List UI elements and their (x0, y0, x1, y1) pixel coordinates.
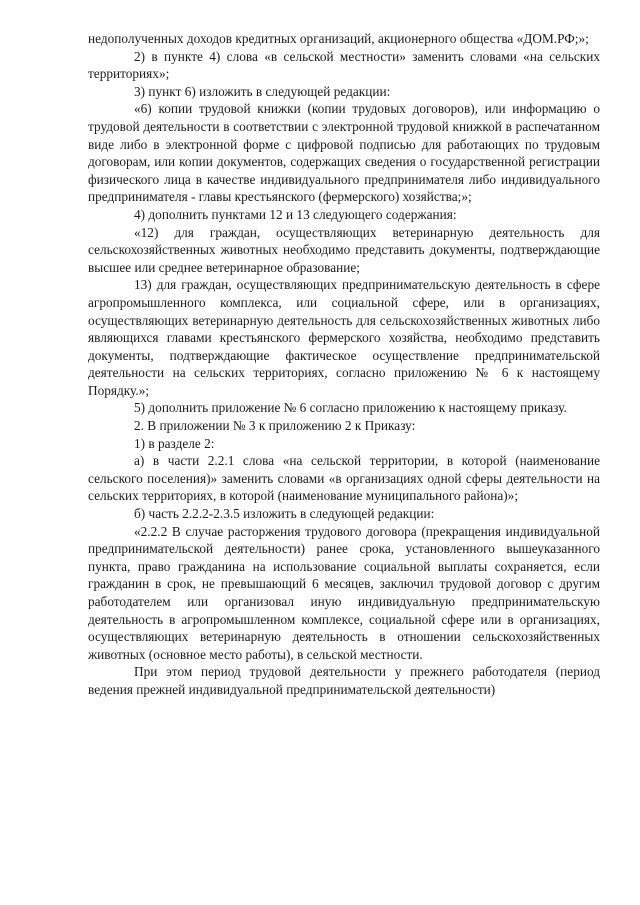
paragraph: «12) для граждан, осуществляющих ветеринарную деятельность для сельскохозяйственных животных необходимо представить документы, подтверждающие высшее или среднее ветеринарное образование; (88, 224, 600, 275)
paragraph: 5) дополнить приложение № 6 согласно приложению к настоящему приказу. (134, 400, 567, 416)
document-body (88, 30, 600, 699)
paragraph: б) часть 2.2.2-2.3.5 изложить в следующей редакции: (134, 506, 435, 522)
paragraph: 4) дополнить пунктами 12 и 13 следующего содержания: (134, 206, 457, 222)
paragraph: 3) пункт 6) изложить в следующей редакции: (134, 83, 391, 99)
paragraph: 13) для граждан, осуществляющих предпринимательскую деятельность в сфере агропромышленного комплекса, или социальной сфере, или в организациях, осуществляющих ветеринарную деятельность для сельскохозяйственных животных либо являющихся главами крестьянского фермерского хозяйства, необходимо представить документы, подтверждающие фактическое осуществление предпринимательской деятельности на сельских территориях, согласно приложению № 6 к настоящему Порядку.»; (88, 277, 600, 398)
paragraph: 1) в разделе 2: (134, 435, 215, 451)
paragraph: недополученных доходов кредитных организаций, акционерного общества «ДОМ.РФ;»; (88, 31, 589, 46)
paragraph: «2.2.2 В случае расторжения трудового договора (прекращения индивидуальной предпринимательской деятельности) ранее срока, установленного вышеуказанного пункта, право гражданина на использование социальной выплаты сохраняется, если гражданин в срок, не превышающий 6 месяцев, заключил трудовой договор с другим работодателем или организовал иную индивидуальную предпринимательскую деятельность в агропромышленном комплексе, социальной сфере или в организациях, осуществляющих ветеринарную деятельность в отношении сельскохозяйственных животных (основное место работы), в сельской местности. (88, 523, 600, 662)
paragraph: При этом период трудовой деятельности у прежнего работодателя (период ведения прежней индивидуальной предпринимательской деятельности) (88, 664, 600, 697)
paragraph: а) в части 2.2.1 слова «на сельской территории, в которой (наименование сельского поселения)» заменить словами «в организациях одной сферы деятельности на сельских территориях, в которой (наименование муниципального района)»; (88, 453, 600, 504)
paragraph: 2. В приложении № 3 к приложению 2 к Приказу: (134, 418, 416, 434)
paragraph: «6) копии трудовой книжки (копии трудовых договоров), или информацию о трудовой деятельности в соответствии с электронной трудовой книжкой в распечатанном виде либо в электронной форме с цифровой подписью для работающих по трудовым договорам, или копии документов, содержащих сведения о государственной регистрации физического лица в качестве индивидуального предпринимателя либо индивидуального предпринимателя - главы крестьянского (фермерского) хозяйства;»; (88, 101, 600, 205)
paragraph: 2) в пункте 4) слова «в сельской местности» заменить словами «на сельских территориях»; (88, 48, 600, 82)
